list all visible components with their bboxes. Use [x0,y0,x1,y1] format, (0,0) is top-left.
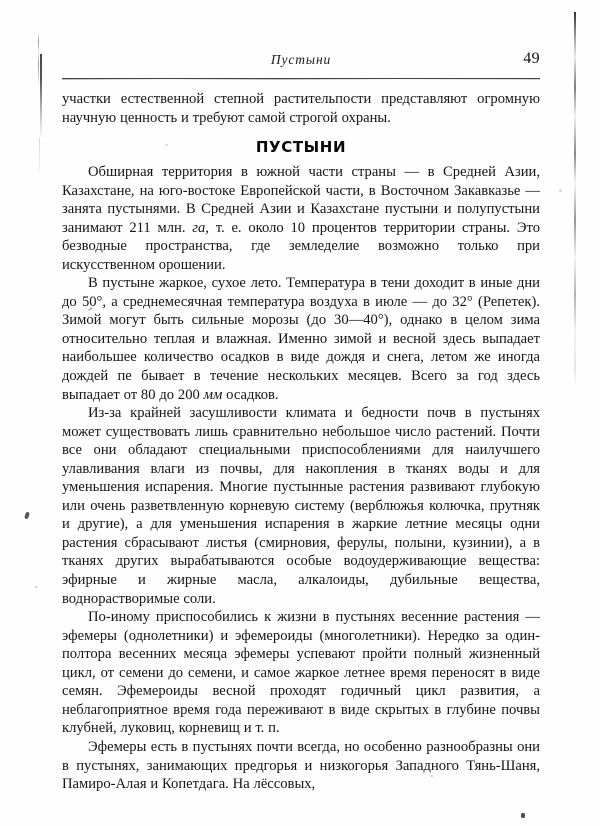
scan-speck [35,586,38,588]
section-title: ПУСТЫНИ [255,138,347,156]
running-head [62,52,540,72]
paragraph-1-text-after-unit: , т. е. около 10 процентов территории страны. Это безводные пространства, где земледелие возможно только при искусственном орошении. [62,219,540,273]
paragraph-1-text-before-unit: Обширная территория в южной части страны — в Средней Азии, Казахстане, на юго-востоке Европейской части, в Восточном Закавказье — занята пустынями. В Средней Азии и Казахстане пустыни и полупустыни занимают 211 млн. [62,164,540,236]
page-number: 49 [523,50,540,67]
scan-edge-artifact-left-top [38,32,39,84]
paragraph-1 [62,163,540,274]
scan-speck [521,813,525,818]
carryover-paragraph: участки естественной степной растительпости представляют огромную научную ценность и требуют самой строгой охраны. [62,91,540,126]
paragraph-5: Эфемеры есть в пустынях почти всегда, но особенно разнообразны они в пустынях, занимающих предгорья и низкогорья Западного Тянь-Шаня, Памиро-Алая и Копетдага. На лёссовых, [62,738,540,793]
scan-edge-artifact-left-tail [39,138,40,172]
running-head-rule [62,78,540,79]
scan-speck [24,512,30,520]
paragraph-3: Из-за крайней засушливости климата и бедности почв в пустынях может существовать лишь сравнительно небольшое число растений. Почти все они обладают специальными приспособлениями для наилучшего улавливания влаги из почвы, для накопления в тканях воды и для уменьшения испарения. Многие пустынные растения развивают глубокую или очень разветвленную корневую систему (верблюжья колючка, прутняк и другие), а для уменьшения испарения в жаркие летние месяцы одни растения сбрасывают листья (смирновия, ферулы, полыни, кузинии), а в тканях других вырабатываются особые водоудерживающие вещества: эфирные и жирные масла, алкалоиды, дубильные вещества, воднорастворимые соли. [62,405,540,607]
paragraph-1-unit-hectares: га [192,219,206,236]
body-text-block [62,163,540,794]
section-heading-block [62,138,540,156]
paragraph-2-text-after-unit: осадков. [222,386,279,403]
paragraph-2-unit-millimeters: мм [203,386,223,403]
paragraph-2-text-before-unit: В пустыне жаркое, сухое лето. Температура в тени доходит в иные дни до 50°, а среднемесячная температура воздуха в июле — до 32° (Репетек). Зимой могут быть сильные морозы (до 30—40°), однако в целом зима относительно теплая и влажная. Именно зимой и весной здесь выпадает наибольшее количество осадков в виде дождя и снега, летом же иногда дождей пе бывает в течение нескольких месяцев. Всего за год здесь выпадает от 80 до 200 [62,275,540,403]
scan-edge-artifact-right [574,12,576,384]
paragraph-2 [62,274,540,404]
carryover-text-block [62,90,540,127]
paragraph-4: По-иному приспособились к жизни в пустынях весенние растения — эфемеры (однолетники) и эфемероиды (многолетники). Нередко за один-полтора весенних месяца эфемеры успевают пройти полный жизненный цикл, от семени до семени, и самое жаркое летнее время переносят в виде семян. Эфемероиды весной проходят годичный цикл развития, а неблагоприятное время года переживают в виде скрытых в глубине почвы клубней, луковиц, корневищ и т. п. [62,609,540,737]
scan-edge-artifact-left-main [40,54,42,138]
scan-speck [559,189,562,192]
running-head-title: Пустыни [270,52,332,67]
